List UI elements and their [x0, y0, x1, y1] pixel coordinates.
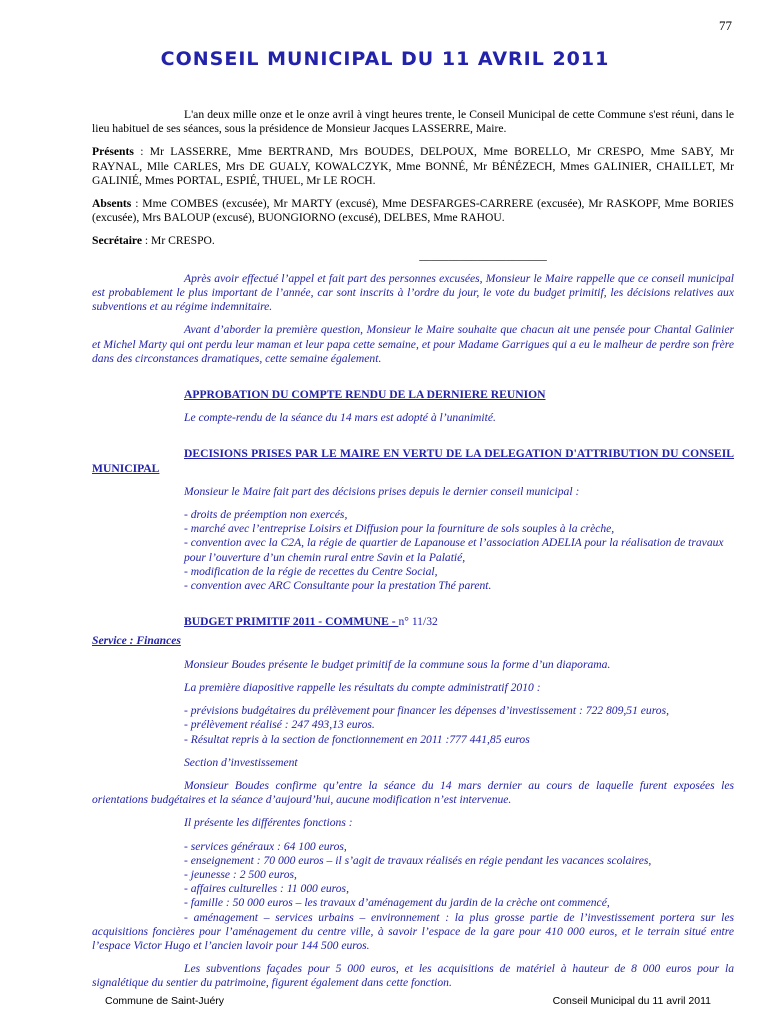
decisions-list	[92, 508, 734, 593]
list-item: - modification de la régie de recettes du Centre Social,	[184, 564, 438, 578]
list-item: - famille : 50 000 euros – les travaux d’aménagement du jardin de la crèche ont commencé,	[184, 896, 610, 910]
para-pensee: Avant d’aborder la première question, Monsieur le Maire souhaite que chacun ait une pensée pour Chantal Galinier et Michel Marty qui ont perdu leur maman et leur papa cette semaine, et pour Madame Garrigues qui a eu le malheur de perdre son frère dans des circonstances dramatiques, cette semaine également.	[92, 323, 734, 365]
page-number: 77	[719, 18, 732, 33]
fonctions-list	[92, 840, 734, 911]
para-appel: Après avoir effectué l’appel et fait part des personnes excusées, Monsieur le Maire rappelle que ce conseil municipal est probablement le plus important de l’année, car sont inscrits à l’ordre du jour, le vote du budget primitif, les décisions relatives aux subventions et au régime indemnitaire.	[92, 271, 734, 314]
separator: ______________________	[419, 248, 547, 262]
list-item: - droits de préemption non exercés,	[184, 508, 348, 522]
budget-intro: Monsieur Boudes présente le budget primitif de la commune sous la forme d’un diaporama.	[184, 657, 611, 671]
secretaire-text: : Mr CRESPO.	[142, 234, 215, 248]
page-footer	[105, 995, 711, 1007]
secretaire-paragraph	[92, 234, 734, 248]
intro-paragraph: L'an deux mille onze et le onze avril à vingt heures trente, le Conseil Municipal de cette Commune s'est réuni, dans le lieu habituel de ses séances, sous la présidence de Monsieur Jacques LASSERRE, Maire.	[92, 108, 734, 136]
subventions-paragraph: Les subventions façades pour 5 000 euros, et les acquisitions de matériel à hauteur de 8 000 euros pour la signalétique du sentier du patrimoine, figurent également dans cette fonction.	[92, 962, 734, 990]
absents-text: : Mme COMBES (excusée), Mr MARTY (excusé), Mme DESFARGES-CARRERE (excusée), Mr RASKOPF, Mme BORIES (excusée), Mrs BALOUP (excusé), BUONGIORNO (excusé), DELBES, Mme RAHOU.	[92, 197, 734, 225]
amenagement-paragraph: - aménagement – services urbains – environnement : la plus grosse partie de l’investissement portera sur les acquisitions foncières pour l’aménagement du centre ville, à savoir l’espace de la gare pour 410 000 euros, et le terrain situé entre l’espace Victor Hugo et l’ancien lavoir pour 144 500 euros.	[92, 910, 734, 952]
absents-paragraph	[92, 197, 734, 225]
footer-commune: Commune de Saint-Juéry	[105, 995, 225, 1007]
list-item: - marché avec l’entreprise Loisirs et Diffusion pour la fourniture de sols souples à la crèche,	[184, 522, 615, 536]
list-item: - prévisions budgétaires du prélèvement pour financer les dépenses d’investissement : 722 809,51 euros,	[184, 704, 670, 718]
service-label: Service : Finances	[92, 634, 181, 648]
presents-paragraph	[92, 145, 734, 188]
list-item: - enseignement : 70 000 euros – il s’agit de travaux réalisés en régie pendant les vacances scolaires,	[184, 853, 652, 867]
heading-decisions: DECISIONS PRISES PAR LE MAIRE EN VERTU DE LA DELEGATION D'ATTRIBUTION DU CONSEIL MUNICIPAL	[92, 447, 734, 475]
page-title: CONSEIL MUNICIPAL DU 11 AVRIL 2011	[160, 48, 610, 70]
list-item: - Résultat repris à la section de fonctionnement en 2011 :777 441,85 euros	[184, 732, 530, 746]
heading-budget	[92, 615, 734, 629]
approbation-text: Le compte-rendu de la séance du 14 mars est adopté à l’unanimité.	[184, 411, 496, 425]
list-item: - convention avec la C2A, la régie de quartier de Lapanouse et l’association ADELIA pour la réalisation de travaux pour l’ouverture d’un chemin rural entre Savin et la Palatié,	[184, 536, 724, 564]
budget-confirm: Monsieur Boudes confirme qu’entre la séance du 14 mars dernier au cours de laquelle furent exposées les orientations budgétaires et la séance d’aujourd’hui, aucune modification n’est intervenue.	[92, 778, 734, 807]
fonctions-intro: Il présente les différentes fonctions :	[184, 816, 353, 830]
heading-approbation: APPROBATION DU COMPTE RENDU DE LA DERNIERE REUNION	[184, 388, 546, 402]
budget-title: BUDGET PRIMITIF 2011 - COMMUNE -	[184, 615, 399, 629]
budget-diapo: La première diapositive rappelle les résultats du compte administratif 2010 :	[184, 680, 541, 694]
list-item: - prélèvement réalisé : 247 493,13 euros.	[184, 718, 375, 732]
list-item: - affaires culturelles : 11 000 euros,	[184, 882, 349, 896]
list-item: - convention avec ARC Consultante pour la prestation Thé parent.	[184, 579, 492, 593]
section-investissement: Section d’investissement	[184, 755, 298, 769]
results-list	[92, 704, 734, 747]
footer-conseil: Conseil Municipal du 11 avril 2011	[552, 995, 711, 1007]
presents-label: Présents	[92, 145, 134, 159]
document-body	[92, 108, 734, 991]
list-item: - services généraux : 64 100 euros,	[184, 839, 347, 853]
secretaire-label: Secrétaire	[92, 234, 142, 248]
absents-label: Absents	[92, 197, 132, 211]
budget-number: n° 11/32	[398, 615, 438, 629]
decisions-intro: Monsieur le Maire fait part des décisions prises depuis le dernier conseil municipal :	[184, 484, 580, 498]
presents-text: : Mr LASSERRE, Mme BERTRAND, Mrs BOUDES, DELPOUX, Mme BORELLO, Mr CRESPO, Mme SABY, Mr RAYNAL, Mlle CARLES, Mrs DE GUALY, KOWALCZYK, Mme BONNÉ, Mr BÉNÉZECH, Mmes GALINIER, CHAILLET, Mr GALINIÉ, Mmes PORTAL, ESPIÉ, THUEL, Mr LE ROCH.	[92, 145, 734, 187]
list-item: - jeunesse : 2 500 euros,	[184, 867, 297, 881]
